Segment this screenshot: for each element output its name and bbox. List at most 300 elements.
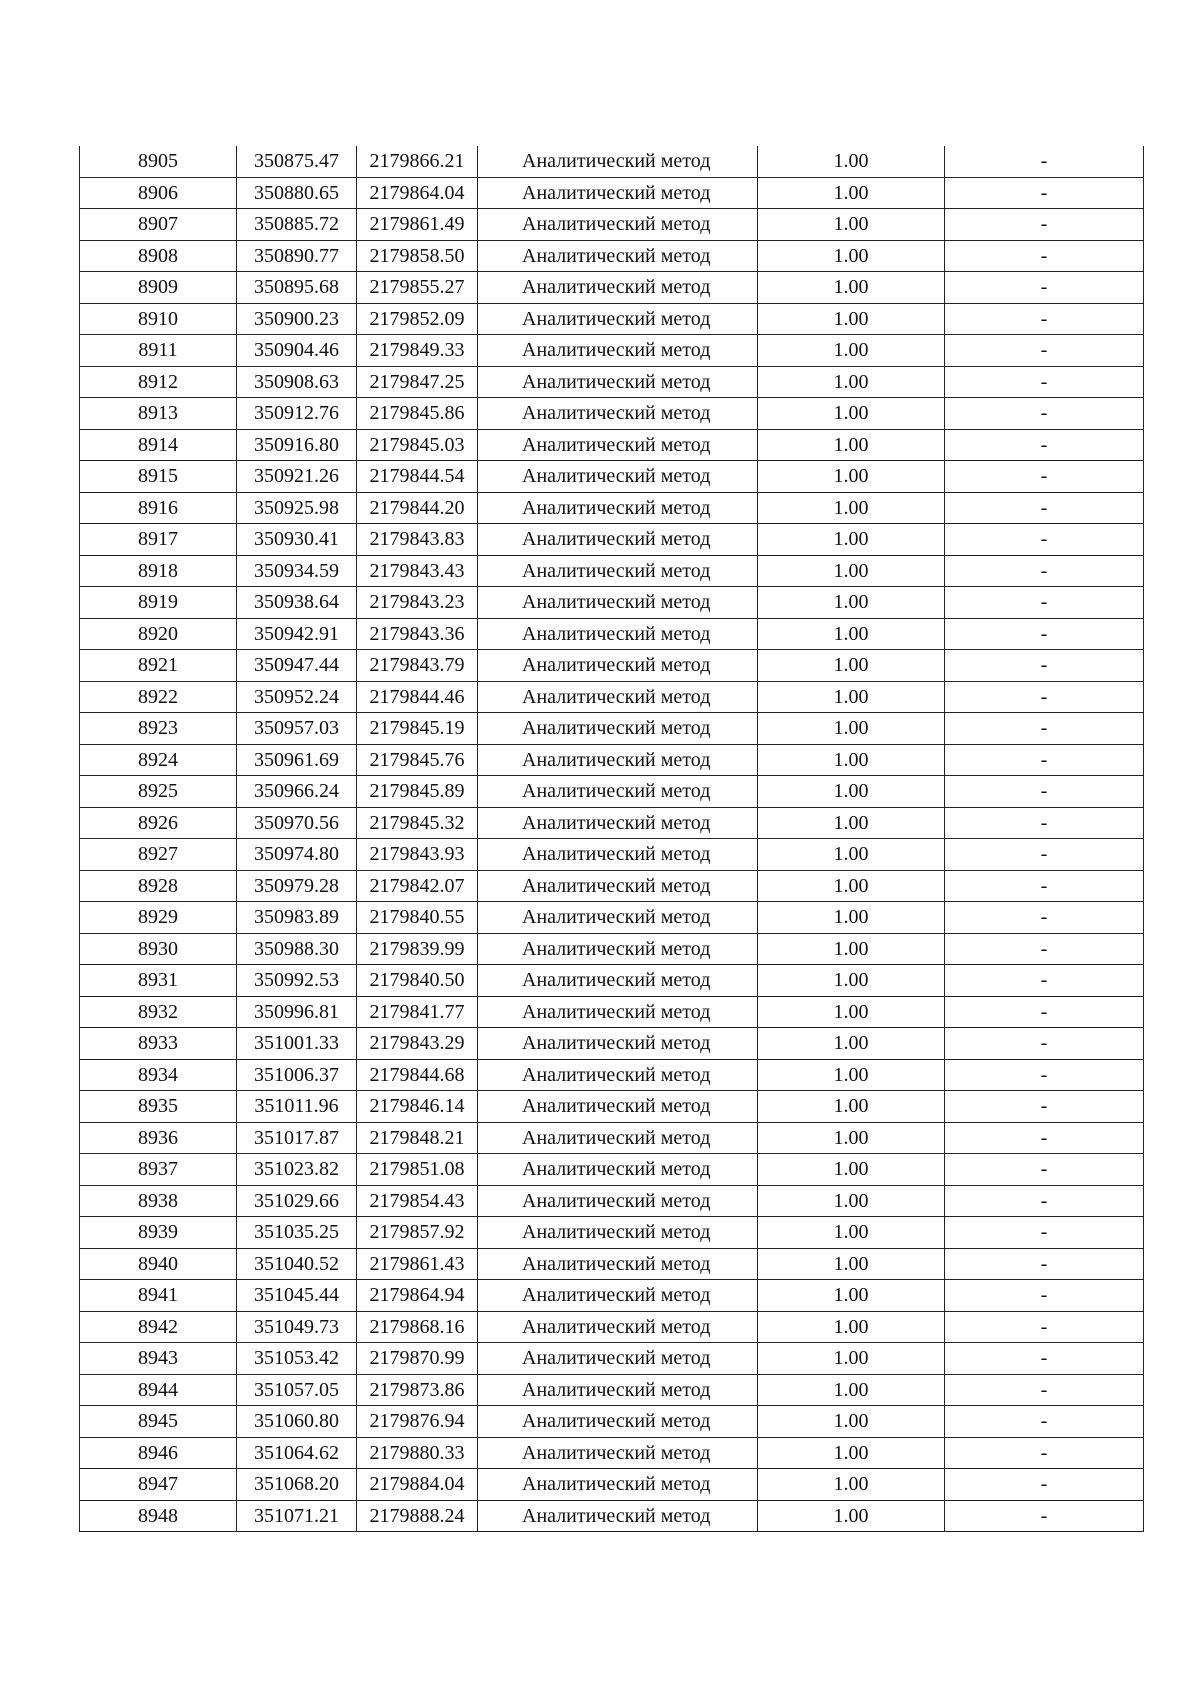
point-number-cell: 8908 — [80, 240, 237, 272]
accuracy-cell: 1.00 — [758, 618, 945, 650]
method-cell: Аналитический метод — [478, 965, 758, 997]
x-coordinate-cell: 350934.59 — [237, 555, 357, 587]
note-cell: - — [945, 839, 1144, 871]
table-row — [80, 744, 1144, 776]
point-number-cell: 8933 — [80, 1028, 237, 1060]
y-coordinate-cell: 2179843.43 — [357, 555, 478, 587]
note-cell: - — [945, 1059, 1144, 1091]
y-coordinate-cell: 2179840.55 — [357, 902, 478, 934]
accuracy-cell: 1.00 — [758, 681, 945, 713]
y-coordinate-cell: 2179844.46 — [357, 681, 478, 713]
table-row — [80, 1122, 1144, 1154]
note-cell: - — [945, 524, 1144, 556]
accuracy-cell: 1.00 — [758, 996, 945, 1028]
note-cell: - — [945, 1469, 1144, 1501]
y-coordinate-cell: 2179844.20 — [357, 492, 478, 524]
accuracy-cell: 1.00 — [758, 429, 945, 461]
table-row — [80, 335, 1144, 367]
accuracy-cell: 1.00 — [758, 1122, 945, 1154]
accuracy-cell: 1.00 — [758, 965, 945, 997]
x-coordinate-cell: 351006.37 — [237, 1059, 357, 1091]
point-number-cell: 8924 — [80, 744, 237, 776]
x-coordinate-cell: 350908.63 — [237, 366, 357, 398]
point-number-cell: 8945 — [80, 1406, 237, 1438]
accuracy-cell: 1.00 — [758, 1154, 945, 1186]
y-coordinate-cell: 2179845.32 — [357, 807, 478, 839]
accuracy-cell: 1.00 — [758, 366, 945, 398]
y-coordinate-cell: 2179868.16 — [357, 1311, 478, 1343]
y-coordinate-cell: 2179843.23 — [357, 587, 478, 619]
method-cell: Аналитический метод — [478, 429, 758, 461]
point-number-cell: 8906 — [80, 177, 237, 209]
table-row — [80, 713, 1144, 745]
y-coordinate-cell: 2179843.29 — [357, 1028, 478, 1060]
x-coordinate-cell: 351049.73 — [237, 1311, 357, 1343]
table-row — [80, 240, 1144, 272]
y-coordinate-cell: 2179846.14 — [357, 1091, 478, 1123]
x-coordinate-cell: 350988.30 — [237, 933, 357, 965]
y-coordinate-cell: 2179845.89 — [357, 776, 478, 808]
x-coordinate-cell: 351045.44 — [237, 1280, 357, 1312]
x-coordinate-cell: 350992.53 — [237, 965, 357, 997]
method-cell: Аналитический метод — [478, 335, 758, 367]
note-cell: - — [945, 209, 1144, 241]
method-cell: Аналитический метод — [478, 650, 758, 682]
table-row — [80, 555, 1144, 587]
accuracy-cell: 1.00 — [758, 1500, 945, 1532]
note-cell: - — [945, 1185, 1144, 1217]
x-coordinate-cell: 350983.89 — [237, 902, 357, 934]
y-coordinate-cell: 2179880.33 — [357, 1437, 478, 1469]
y-coordinate-cell: 2179845.76 — [357, 744, 478, 776]
x-coordinate-cell: 350895.68 — [237, 272, 357, 304]
accuracy-cell: 1.00 — [758, 335, 945, 367]
method-cell: Аналитический метод — [478, 839, 758, 871]
note-cell: - — [945, 1280, 1144, 1312]
point-number-cell: 8914 — [80, 429, 237, 461]
table-row — [80, 1091, 1144, 1123]
accuracy-cell: 1.00 — [758, 1059, 945, 1091]
table-row — [80, 146, 1144, 177]
point-number-cell: 8942 — [80, 1311, 237, 1343]
table-row — [80, 1028, 1144, 1060]
accuracy-cell: 1.00 — [758, 461, 945, 493]
note-cell: - — [945, 1311, 1144, 1343]
accuracy-cell: 1.00 — [758, 933, 945, 965]
note-cell: - — [945, 807, 1144, 839]
point-number-cell: 8909 — [80, 272, 237, 304]
method-cell: Аналитический метод — [478, 933, 758, 965]
method-cell: Аналитический метод — [478, 1028, 758, 1060]
note-cell: - — [945, 776, 1144, 808]
method-cell: Аналитический метод — [478, 461, 758, 493]
table-row — [80, 209, 1144, 241]
x-coordinate-cell: 350912.76 — [237, 398, 357, 430]
method-cell: Аналитический метод — [478, 366, 758, 398]
accuracy-cell: 1.00 — [758, 1248, 945, 1280]
method-cell: Аналитический метод — [478, 1374, 758, 1406]
method-cell: Аналитический метод — [478, 902, 758, 934]
method-cell: Аналитический метод — [478, 1154, 758, 1186]
table-row — [80, 776, 1144, 808]
y-coordinate-cell: 2179844.68 — [357, 1059, 478, 1091]
method-cell: Аналитический метод — [478, 492, 758, 524]
accuracy-cell: 1.00 — [758, 744, 945, 776]
table-row — [80, 1154, 1144, 1186]
point-number-cell: 8919 — [80, 587, 237, 619]
accuracy-cell: 1.00 — [758, 1343, 945, 1375]
method-cell: Аналитический метод — [478, 146, 758, 177]
point-number-cell: 8915 — [80, 461, 237, 493]
accuracy-cell: 1.00 — [758, 1311, 945, 1343]
point-number-cell: 8947 — [80, 1469, 237, 1501]
method-cell: Аналитический метод — [478, 177, 758, 209]
accuracy-cell: 1.00 — [758, 839, 945, 871]
accuracy-cell: 1.00 — [758, 1437, 945, 1469]
note-cell: - — [945, 1154, 1144, 1186]
y-coordinate-cell: 2179844.54 — [357, 461, 478, 493]
y-coordinate-cell: 2179843.79 — [357, 650, 478, 682]
x-coordinate-cell: 350938.64 — [237, 587, 357, 619]
accuracy-cell: 1.00 — [758, 776, 945, 808]
note-cell: - — [945, 335, 1144, 367]
table-row — [80, 1437, 1144, 1469]
table-row — [80, 1217, 1144, 1249]
method-cell: Аналитический метод — [478, 1437, 758, 1469]
note-cell: - — [945, 429, 1144, 461]
table-body — [80, 146, 1144, 1532]
note-cell: - — [945, 303, 1144, 335]
table-row — [80, 303, 1144, 335]
x-coordinate-cell: 351029.66 — [237, 1185, 357, 1217]
point-number-cell: 8946 — [80, 1437, 237, 1469]
point-number-cell: 8943 — [80, 1343, 237, 1375]
method-cell: Аналитический метод — [478, 240, 758, 272]
x-coordinate-cell: 350996.81 — [237, 996, 357, 1028]
note-cell: - — [945, 902, 1144, 934]
table-row — [80, 1343, 1144, 1375]
method-cell: Аналитический метод — [478, 1280, 758, 1312]
table-row — [80, 839, 1144, 871]
y-coordinate-cell: 2179866.21 — [357, 146, 478, 177]
note-cell: - — [945, 1343, 1144, 1375]
note-cell: - — [945, 933, 1144, 965]
y-coordinate-cell: 2179845.03 — [357, 429, 478, 461]
y-coordinate-cell: 2179852.09 — [357, 303, 478, 335]
table-row — [80, 1406, 1144, 1438]
point-number-cell: 8922 — [80, 681, 237, 713]
accuracy-cell: 1.00 — [758, 902, 945, 934]
y-coordinate-cell: 2179851.08 — [357, 1154, 478, 1186]
accuracy-cell: 1.00 — [758, 1217, 945, 1249]
note-cell: - — [945, 713, 1144, 745]
accuracy-cell: 1.00 — [758, 587, 945, 619]
table-row — [80, 1374, 1144, 1406]
x-coordinate-cell: 350890.77 — [237, 240, 357, 272]
y-coordinate-cell: 2179840.50 — [357, 965, 478, 997]
point-number-cell: 8941 — [80, 1280, 237, 1312]
x-coordinate-cell: 351017.87 — [237, 1122, 357, 1154]
point-number-cell: 8931 — [80, 965, 237, 997]
y-coordinate-cell: 2179861.43 — [357, 1248, 478, 1280]
y-coordinate-cell: 2179864.94 — [357, 1280, 478, 1312]
x-coordinate-cell: 350979.28 — [237, 870, 357, 902]
y-coordinate-cell: 2179873.86 — [357, 1374, 478, 1406]
y-coordinate-cell: 2179845.19 — [357, 713, 478, 745]
table-row — [80, 398, 1144, 430]
x-coordinate-cell: 351060.80 — [237, 1406, 357, 1438]
method-cell: Аналитический метод — [478, 1500, 758, 1532]
x-coordinate-cell: 351057.05 — [237, 1374, 357, 1406]
table-row — [80, 1469, 1144, 1501]
accuracy-cell: 1.00 — [758, 177, 945, 209]
point-number-cell: 8928 — [80, 870, 237, 902]
note-cell: - — [945, 555, 1144, 587]
x-coordinate-cell: 350970.56 — [237, 807, 357, 839]
point-number-cell: 8936 — [80, 1122, 237, 1154]
x-coordinate-cell: 350880.65 — [237, 177, 357, 209]
note-cell: - — [945, 272, 1144, 304]
method-cell: Аналитический метод — [478, 996, 758, 1028]
x-coordinate-cell: 350900.23 — [237, 303, 357, 335]
method-cell: Аналитический метод — [478, 744, 758, 776]
method-cell: Аналитический метод — [478, 618, 758, 650]
note-cell: - — [945, 1028, 1144, 1060]
accuracy-cell: 1.00 — [758, 240, 945, 272]
note-cell: - — [945, 146, 1144, 177]
note-cell: - — [945, 1406, 1144, 1438]
note-cell: - — [945, 1500, 1144, 1532]
table-row — [80, 902, 1144, 934]
method-cell: Аналитический метод — [478, 398, 758, 430]
x-coordinate-cell: 351011.96 — [237, 1091, 357, 1123]
method-cell: Аналитический метод — [478, 776, 758, 808]
note-cell: - — [945, 1217, 1144, 1249]
note-cell: - — [945, 1374, 1144, 1406]
note-cell: - — [945, 681, 1144, 713]
note-cell: - — [945, 587, 1144, 619]
y-coordinate-cell: 2179884.04 — [357, 1469, 478, 1501]
note-cell: - — [945, 996, 1144, 1028]
accuracy-cell: 1.00 — [758, 524, 945, 556]
point-number-cell: 8932 — [80, 996, 237, 1028]
point-number-cell: 8923 — [80, 713, 237, 745]
method-cell: Аналитический метод — [478, 1311, 758, 1343]
y-coordinate-cell: 2179841.77 — [357, 996, 478, 1028]
method-cell: Аналитический метод — [478, 1406, 758, 1438]
point-number-cell: 8910 — [80, 303, 237, 335]
y-coordinate-cell: 2179864.04 — [357, 177, 478, 209]
x-coordinate-cell: 351064.62 — [237, 1437, 357, 1469]
note-cell: - — [945, 744, 1144, 776]
x-coordinate-cell: 350974.80 — [237, 839, 357, 871]
note-cell: - — [945, 650, 1144, 682]
point-number-cell: 8944 — [80, 1374, 237, 1406]
method-cell: Аналитический метод — [478, 587, 758, 619]
method-cell: Аналитический метод — [478, 209, 758, 241]
y-coordinate-cell: 2179861.49 — [357, 209, 478, 241]
table-row — [80, 272, 1144, 304]
point-number-cell: 8938 — [80, 1185, 237, 1217]
y-coordinate-cell: 2179845.86 — [357, 398, 478, 430]
accuracy-cell: 1.00 — [758, 209, 945, 241]
note-cell: - — [945, 461, 1144, 493]
x-coordinate-cell: 350925.98 — [237, 492, 357, 524]
x-coordinate-cell: 351001.33 — [237, 1028, 357, 1060]
y-coordinate-cell: 2179842.07 — [357, 870, 478, 902]
point-number-cell: 8905 — [80, 146, 237, 177]
y-coordinate-cell: 2179848.21 — [357, 1122, 478, 1154]
accuracy-cell: 1.00 — [758, 1185, 945, 1217]
x-coordinate-cell: 350942.91 — [237, 618, 357, 650]
y-coordinate-cell: 2179855.27 — [357, 272, 478, 304]
y-coordinate-cell: 2179843.83 — [357, 524, 478, 556]
point-number-cell: 8907 — [80, 209, 237, 241]
accuracy-cell: 1.00 — [758, 650, 945, 682]
point-number-cell: 8921 — [80, 650, 237, 682]
note-cell: - — [945, 366, 1144, 398]
accuracy-cell: 1.00 — [758, 398, 945, 430]
accuracy-cell: 1.00 — [758, 713, 945, 745]
accuracy-cell: 1.00 — [758, 1280, 945, 1312]
table-row — [80, 492, 1144, 524]
y-coordinate-cell: 2179847.25 — [357, 366, 478, 398]
method-cell: Аналитический метод — [478, 1217, 758, 1249]
x-coordinate-cell: 350966.24 — [237, 776, 357, 808]
x-coordinate-cell: 350916.80 — [237, 429, 357, 461]
point-number-cell: 8929 — [80, 902, 237, 934]
point-number-cell: 8934 — [80, 1059, 237, 1091]
method-cell: Аналитический метод — [478, 524, 758, 556]
point-number-cell: 8917 — [80, 524, 237, 556]
table-row — [80, 366, 1144, 398]
method-cell: Аналитический метод — [478, 713, 758, 745]
point-number-cell: 8927 — [80, 839, 237, 871]
table-row — [80, 650, 1144, 682]
x-coordinate-cell: 351071.21 — [237, 1500, 357, 1532]
point-number-cell: 8916 — [80, 492, 237, 524]
x-coordinate-cell: 350930.41 — [237, 524, 357, 556]
table-row — [80, 965, 1144, 997]
table-row — [80, 1500, 1144, 1532]
table-row — [80, 177, 1144, 209]
note-cell: - — [945, 177, 1144, 209]
method-cell: Аналитический метод — [478, 1469, 758, 1501]
method-cell: Аналитический метод — [478, 1248, 758, 1280]
table-row — [80, 933, 1144, 965]
method-cell: Аналитический метод — [478, 1122, 758, 1154]
point-number-cell: 8940 — [80, 1248, 237, 1280]
x-coordinate-cell: 351068.20 — [237, 1469, 357, 1501]
table-row — [80, 429, 1144, 461]
y-coordinate-cell: 2179876.94 — [357, 1406, 478, 1438]
point-number-cell: 8912 — [80, 366, 237, 398]
x-coordinate-cell: 350921.26 — [237, 461, 357, 493]
point-number-cell: 8935 — [80, 1091, 237, 1123]
note-cell: - — [945, 870, 1144, 902]
table-row — [80, 1248, 1144, 1280]
note-cell: - — [945, 618, 1144, 650]
x-coordinate-cell: 351040.52 — [237, 1248, 357, 1280]
note-cell: - — [945, 398, 1144, 430]
table-row — [80, 1185, 1144, 1217]
note-cell: - — [945, 1122, 1144, 1154]
method-cell: Аналитический метод — [478, 1091, 758, 1123]
point-number-cell: 8913 — [80, 398, 237, 430]
table-row — [80, 461, 1144, 493]
note-cell: - — [945, 492, 1144, 524]
method-cell: Аналитический метод — [478, 681, 758, 713]
note-cell: - — [945, 1091, 1144, 1123]
table-row — [80, 618, 1144, 650]
accuracy-cell: 1.00 — [758, 1469, 945, 1501]
accuracy-cell: 1.00 — [758, 1406, 945, 1438]
point-number-cell: 8948 — [80, 1500, 237, 1532]
y-coordinate-cell: 2179849.33 — [357, 335, 478, 367]
table-row — [80, 1280, 1144, 1312]
x-coordinate-cell: 351035.25 — [237, 1217, 357, 1249]
method-cell: Аналитический метод — [478, 272, 758, 304]
accuracy-cell: 1.00 — [758, 303, 945, 335]
point-number-cell: 8930 — [80, 933, 237, 965]
y-coordinate-cell: 2179854.43 — [357, 1185, 478, 1217]
x-coordinate-cell: 350947.44 — [237, 650, 357, 682]
y-coordinate-cell: 2179839.99 — [357, 933, 478, 965]
point-number-cell: 8920 — [80, 618, 237, 650]
x-coordinate-cell: 350904.46 — [237, 335, 357, 367]
y-coordinate-cell: 2179870.99 — [357, 1343, 478, 1375]
y-coordinate-cell: 2179843.36 — [357, 618, 478, 650]
x-coordinate-cell: 350952.24 — [237, 681, 357, 713]
x-coordinate-cell: 350957.03 — [237, 713, 357, 745]
accuracy-cell: 1.00 — [758, 146, 945, 177]
accuracy-cell: 1.00 — [758, 1028, 945, 1060]
table-row — [80, 1059, 1144, 1091]
accuracy-cell: 1.00 — [758, 555, 945, 587]
table-row — [80, 807, 1144, 839]
method-cell: Аналитический метод — [478, 1343, 758, 1375]
table-row — [80, 996, 1144, 1028]
method-cell: Аналитический метод — [478, 555, 758, 587]
method-cell: Аналитический метод — [478, 1059, 758, 1091]
note-cell: - — [945, 1437, 1144, 1469]
accuracy-cell: 1.00 — [758, 1091, 945, 1123]
note-cell: - — [945, 965, 1144, 997]
point-number-cell: 8911 — [80, 335, 237, 367]
coordinates-table — [79, 146, 1144, 1532]
point-number-cell: 8926 — [80, 807, 237, 839]
accuracy-cell: 1.00 — [758, 492, 945, 524]
note-cell: - — [945, 240, 1144, 272]
method-cell: Аналитический метод — [478, 303, 758, 335]
method-cell: Аналитический метод — [478, 807, 758, 839]
accuracy-cell: 1.00 — [758, 1374, 945, 1406]
y-coordinate-cell: 2179858.50 — [357, 240, 478, 272]
table-row — [80, 681, 1144, 713]
point-number-cell: 8937 — [80, 1154, 237, 1186]
y-coordinate-cell: 2179888.24 — [357, 1500, 478, 1532]
note-cell: - — [945, 1248, 1144, 1280]
method-cell: Аналитический метод — [478, 1185, 758, 1217]
table-row — [80, 524, 1144, 556]
accuracy-cell: 1.00 — [758, 807, 945, 839]
accuracy-cell: 1.00 — [758, 272, 945, 304]
table-row — [80, 870, 1144, 902]
x-coordinate-cell: 351053.42 — [237, 1343, 357, 1375]
table-row — [80, 587, 1144, 619]
point-number-cell: 8939 — [80, 1217, 237, 1249]
y-coordinate-cell: 2179843.93 — [357, 839, 478, 871]
